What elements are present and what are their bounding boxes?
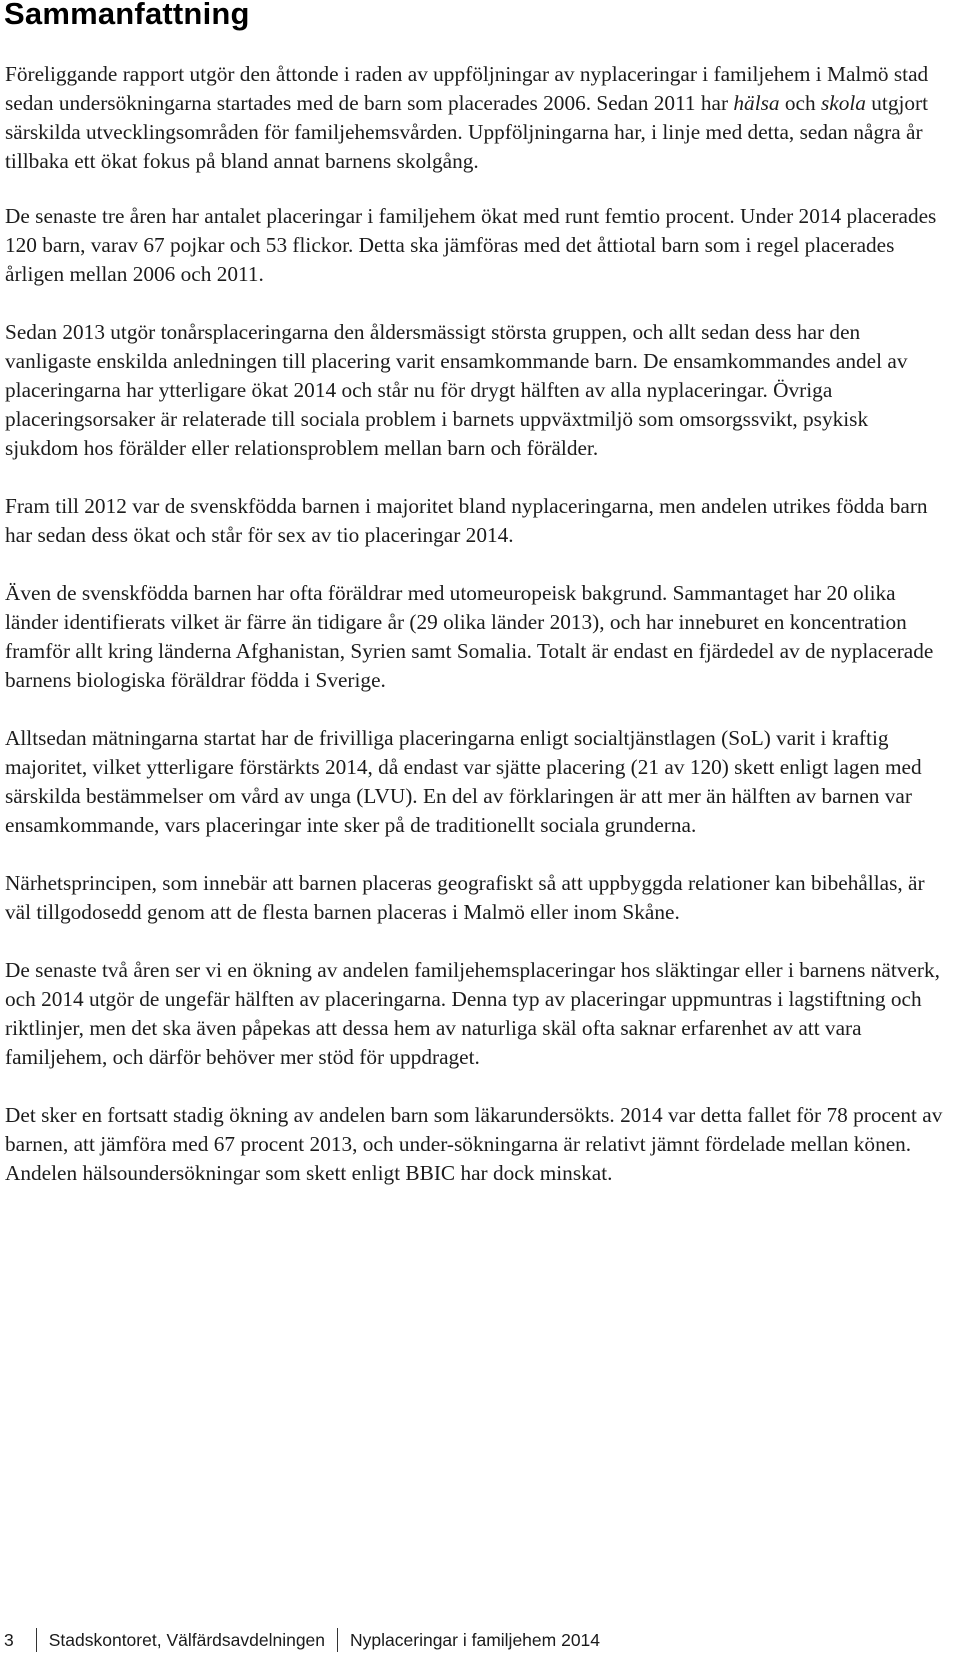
footer-organization: Stadskontoret, Välfärdsavdelningen — [48, 1629, 326, 1650]
paragraph-intro-part2: och — [779, 91, 821, 115]
page-number: 3 — [4, 1629, 14, 1650]
paragraph-voluntary-placements: Alltsedan mätningarna startat har de frivilliga placeringarna enligt socialtjänstlagen (SoL) varit i kraftig majoritet, vilket ytterligare förstärkts 2014, då endast var sjätte placering (21 av 120) skett enligt lagen med särskilda bestämmelser om vård av unga (LVU). En del av förklaringen är att mer än hälften av barnen var ensamkommande, vars placeringar inte sker på de traditionellt sociala grunderna. — [5, 726, 922, 837]
paragraph-medical-exams: Det sker en fortsatt stadig ökning av andelen barn som läkarundersökts. 2014 var detta fallet för 78 procent av barnen, att jämföra med 67 procent 2013, och under-sökningarna är relativt jämnt fördelade mellan könen. Andelen hälsoundersökningar som skett enligt BBIC har dock minskat. — [5, 1103, 943, 1185]
page-title: Sammanfattning — [4, 0, 250, 31]
summary-body — [5, 60, 945, 1217]
footer-divider — [337, 1628, 338, 1652]
paragraph-age-groups: Sedan 2013 utgör tonårsplaceringarna den åldersmässigt största gruppen, och allt sedan dess har den vanligaste enskilda anledningen till placering varit ensamkommande barn. De ensamkommandes andel av placeringarna har ytterligare ökat 2014 och står nu för drygt hälften av alla nyplaceringar. Övriga placeringsorsaker är relaterade till sociala problem i barnets uppväxtmiljö som omsorgssvikt, psykisk sjukdom hos förälder eller relationsproblem mellan barn och förälder. — [5, 320, 908, 460]
emphasis-halsa: hälsa — [733, 91, 780, 115]
paragraph-intro-part3: utgjort särskilda utvecklingsområden för familjehemsvården. Uppföljningarna har, i linje med detta, sedan några år tillbaka ett ökat fokus på bland annat barnens skolgång. — [5, 91, 929, 173]
paragraph-proximity-principle: Närhetsprincipen, som innebär att barnen placeras geografiskt så att uppbyggda relationer kan bibehållas, är väl tillgodosedd genom att de flesta barnen placeras i Malmö eller inom Skåne. — [5, 871, 925, 924]
footer-report-title: Nyplaceringar i familjehem 2014 — [350, 1629, 601, 1650]
paragraph-parent-background: Även de svenskfödda barnen har ofta föräldrar med utomeuropeisk bakgrund. Sammantaget har 20 olika länder identifierats vilket är färre än tidigare år (29 olika länder 2013), och har inneburet en koncentration framför allt kring länderna Afghanistan, Syrien samt Somalia. Totalt är endast en fjärdedel av de nyplacerade barnens biologiska föräldrar födda i Sverige. — [5, 581, 934, 692]
paragraph-placement-count: De senaste tre åren har antalet placeringar i familjehem ökat med runt femtio procent. Under 2014 placerades 120 barn, varav 67 pojkar och 53 flickor. Detta ska jämföras med det åttiotal barn som i regel placerades årligen mellan 2006 och 2011. — [5, 204, 937, 286]
paragraph-birth-country: Fram till 2012 var de svenskfödda barnen i majoritet bland nyplaceringarna, men andelen utrikes födda barn har sedan dess ökat och står för sex av tio placeringar 2014. — [5, 494, 928, 547]
emphasis-skola: skola — [820, 91, 866, 115]
paragraph-kinship-placements: De senaste två åren ser vi en ökning av andelen familjehemsplaceringar hos släktingar eller i barnens nätverk, och 2014 utgör de ungefär hälften av placeringarna. Denna typ av placeringar uppmuntras i lagstiftning och riktlinjer, men det ska även påpekas att dessa hem av naturliga skäl ofta saknar erfarenhet av att vara familjehem, och därför behöver mer stöd för uppdraget. — [5, 958, 940, 1069]
page-footer — [4, 1626, 600, 1654]
paragraph-intro-part1: Föreliggande rapport utgör den åttonde i raden av uppföljningar av nyplaceringar i familjehem i Malmö stad sedan undersökningarna startades med de barn som placerades 2006. Sedan 2011 har — [5, 62, 929, 115]
paragraph-intro — [5, 60, 945, 176]
footer-divider — [36, 1628, 37, 1652]
